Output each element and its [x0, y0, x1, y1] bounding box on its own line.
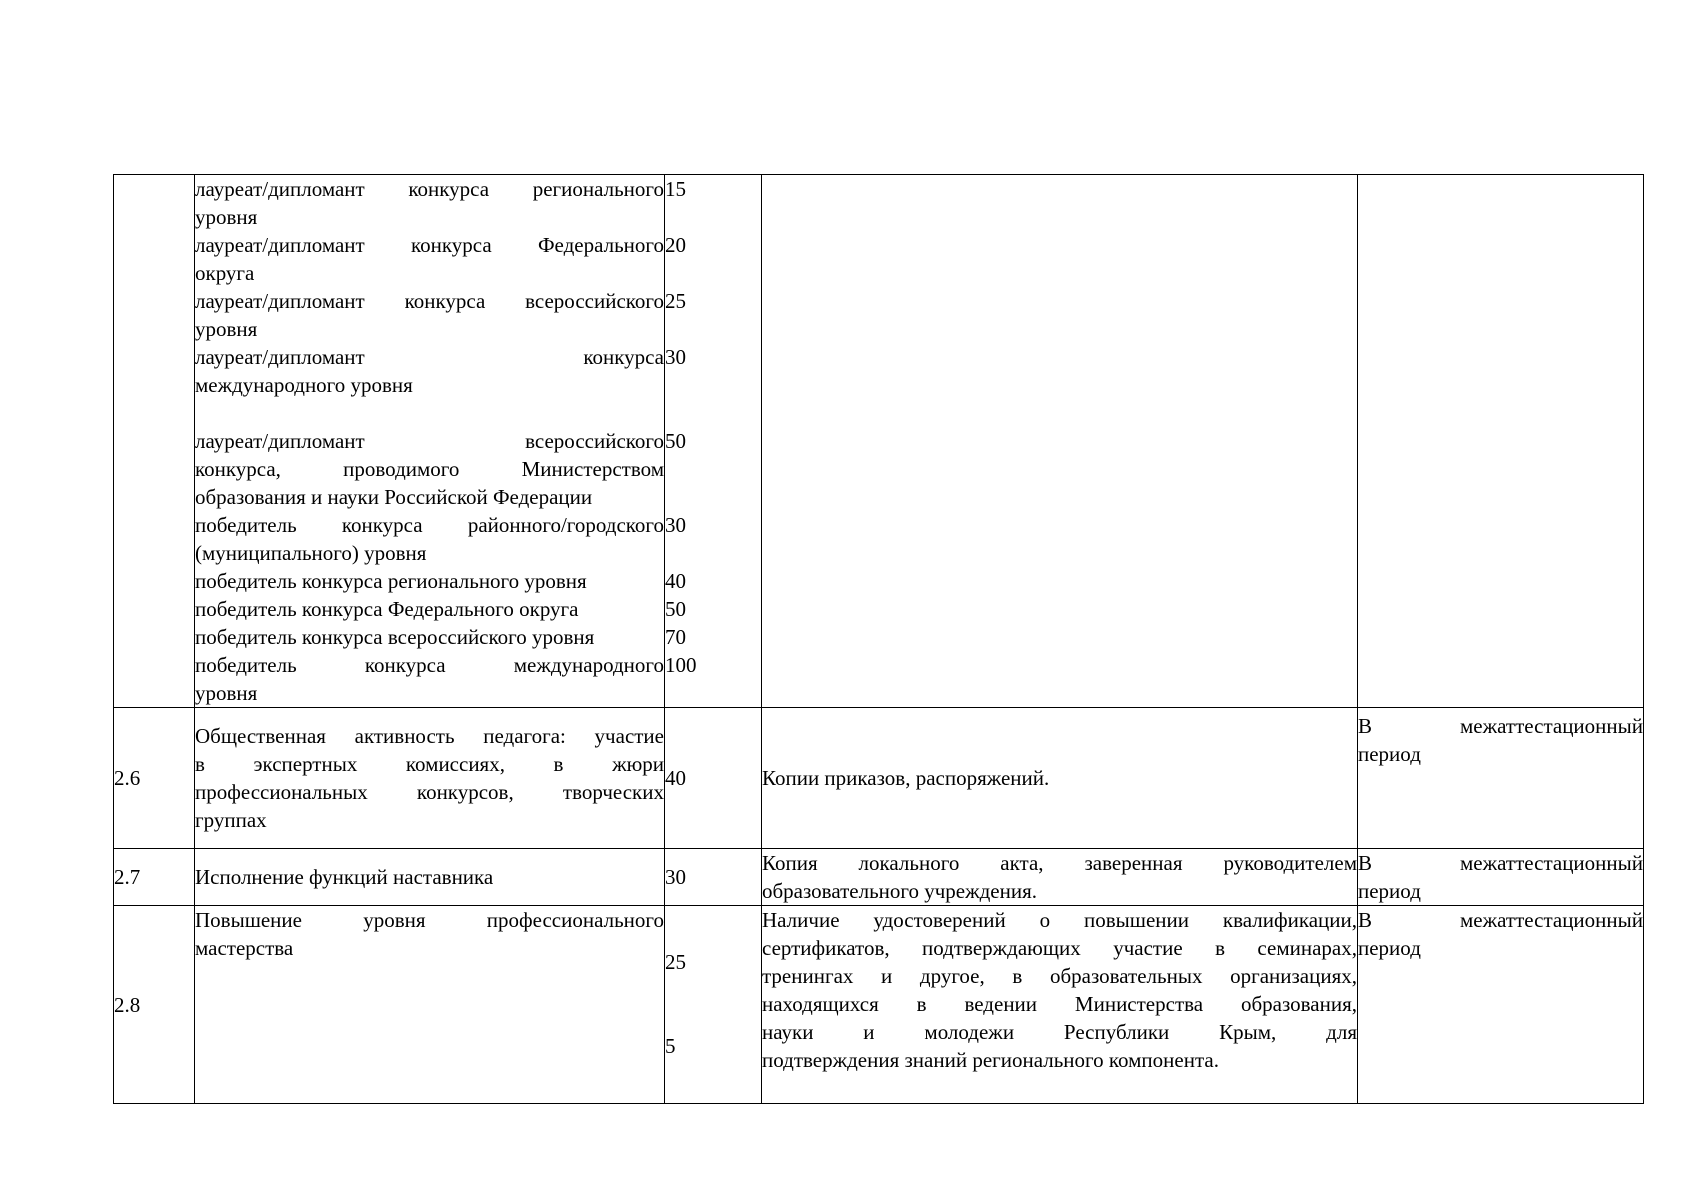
score-value: 25: [665, 950, 686, 974]
spacer: [665, 399, 761, 427]
score-value: 40: [665, 766, 686, 790]
score-cell: [665, 849, 762, 906]
score-value: 30: [665, 513, 686, 537]
score-value: 50: [665, 429, 686, 453]
criterion-line: лауреат/дипломант конкурса: [195, 345, 664, 369]
docs-line: подтверждения знаний регионального компонента.: [762, 1048, 1219, 1072]
score-value: 30: [665, 865, 686, 889]
criterion-line: мастерства: [195, 936, 294, 960]
row-number: [114, 708, 195, 849]
docs-line: тренингах и другое, в образовательных организациях,: [762, 964, 1357, 988]
score-value: 40: [665, 569, 686, 593]
score-cell: [665, 708, 762, 849]
spacer: [195, 399, 664, 427]
score-value: 30: [665, 345, 686, 369]
period-cell: [1358, 849, 1644, 906]
criteria-table: [113, 174, 1644, 1104]
docs-line: Копия локального акта, заверенная руководителем: [762, 851, 1357, 875]
period-line: период: [1358, 879, 1421, 903]
spacer: [665, 371, 761, 399]
period-cell: [1358, 906, 1644, 1104]
score-value: 50: [665, 597, 686, 621]
criterion-cell: [195, 708, 665, 849]
cell-number-empty: [114, 175, 195, 708]
criterion-line: конкурса, проводимого Министерством: [195, 457, 664, 481]
score-cell: [665, 906, 762, 1104]
spacer: [665, 539, 761, 567]
row-number-text: 2.8: [114, 992, 141, 1017]
docs-cell: [762, 906, 1358, 1104]
period-line: В межаттестационный: [1358, 908, 1643, 932]
criterion-line: уровня: [195, 681, 258, 705]
docs-line: находящихся в ведении Министерства образования,: [762, 992, 1357, 1016]
docs-cell: [762, 849, 1358, 906]
criterion-line: Исполнение функций наставника: [195, 865, 494, 889]
score-value: 70: [665, 625, 686, 649]
criterion-line: в экспертных комиссиях, в жюри: [195, 752, 664, 776]
period-line: В межаттестационный: [1358, 851, 1643, 875]
criterion-line: лауреат/дипломант конкурса Федерального: [195, 233, 664, 257]
spacer: [665, 906, 761, 934]
criterion-line: победитель конкурса регионального уровня: [195, 569, 587, 593]
criterion-cell: [195, 849, 665, 906]
docs-line: образовательного учреждения.: [762, 879, 1038, 903]
spacer: [665, 455, 761, 483]
criterion-line: лауреат/дипломант конкурса регионального: [195, 177, 664, 201]
table-row-2-8: [114, 906, 1644, 1104]
score-value: 5: [665, 1034, 676, 1058]
spacer: [665, 483, 761, 511]
cell-criterion-list: [195, 175, 665, 708]
row-number: [114, 906, 195, 1104]
criterion-line: (муниципального) уровня: [195, 541, 427, 565]
score-value: 100: [665, 653, 697, 677]
period-line: период: [1358, 742, 1421, 766]
row-number-text: 2.7: [114, 865, 141, 889]
cell-period-empty: [1358, 175, 1644, 708]
criterion-line: профессиональных конкурсов, творческих: [195, 780, 664, 804]
cell-docs-empty: [762, 175, 1358, 708]
spacer: [665, 259, 761, 287]
criterion-line: победитель конкурса всероссийского уровня: [195, 625, 595, 649]
docs-line: науки и молодежи Республики Крым, для: [762, 1020, 1357, 1044]
criterion-line: образования и науки Российской Федерации: [195, 485, 593, 509]
score-value: 15: [665, 177, 686, 201]
row-number-text: 2.6: [114, 766, 141, 790]
docs-line: сертификатов, подтверждающих участие в семинарах,: [762, 936, 1357, 960]
table-row-2-7: [114, 849, 1644, 906]
score-value: 25: [665, 289, 686, 313]
criterion-line: победитель конкурса Федерального округа: [195, 597, 579, 621]
score-value: 20: [665, 233, 686, 257]
criterion-line: победитель конкурса международного: [195, 653, 664, 677]
spacer: [665, 315, 761, 343]
docs-cell: [762, 708, 1358, 849]
table-row-continuation: [114, 175, 1644, 708]
criterion-line: Повышение уровня профессионального: [195, 908, 664, 932]
criterion-line: лауреат/дипломант всероссийского: [195, 429, 664, 453]
row-number: [114, 849, 195, 906]
table-row-2-6: [114, 708, 1644, 849]
spacer: [665, 976, 761, 1004]
criterion-line: лауреат/дипломант конкурса всероссийского: [195, 289, 664, 313]
criterion-cell: [195, 906, 665, 1104]
spacer: [665, 203, 761, 231]
criterion-line: группах: [195, 808, 267, 832]
criterion-line: международного уровня: [195, 373, 413, 397]
docs-line: Наличие удостоверений о повышении квалификации,: [762, 908, 1357, 932]
criterion-line: Общественная активность педагога: участие: [195, 724, 664, 748]
period-line: период: [1358, 936, 1421, 960]
criterion-line: победитель конкурса районного/городского: [195, 513, 664, 537]
criterion-line: округа: [195, 261, 255, 285]
period-cell: [1358, 708, 1644, 849]
docs-line: Копии приказов, распоряжений.: [762, 766, 1050, 790]
cell-score-list: [665, 175, 762, 708]
period-line: В межаттестационный: [1358, 714, 1643, 738]
criterion-line: уровня: [195, 205, 258, 229]
criterion-line: уровня: [195, 317, 258, 341]
